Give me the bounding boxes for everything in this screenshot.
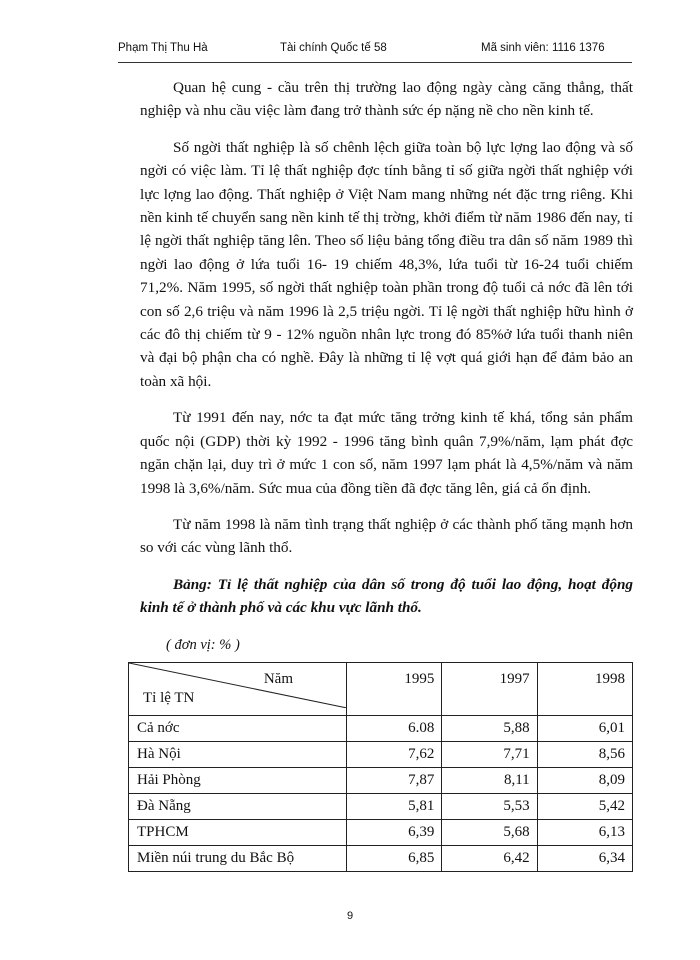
page-number: 9 — [346, 910, 354, 922]
header-rule — [118, 62, 632, 63]
table-header-row — [129, 663, 633, 716]
rate-cell: 8,11 — [442, 768, 537, 794]
region-cell: Đà Nẵng — [129, 794, 347, 820]
document-body — [140, 76, 633, 633]
rate-cell: 6,34 — [537, 846, 632, 872]
paragraph-1: Quan hệ cung - cầu trên thị trường lao động ngày càng căng thẳng, thất nghiệp và nhu cầu việc làm đang trở thành sức ép nặng nề cho nền kinh tế. — [140, 79, 633, 120]
rate-cell: 6,01 — [537, 716, 632, 742]
year-header: 1998 — [537, 663, 632, 716]
rate-cell: 5,68 — [442, 820, 537, 846]
rate-cell: 7,87 — [347, 768, 442, 794]
region-cell: Miền núi trung du Bắc Bộ — [129, 846, 347, 872]
year-header: 1995 — [347, 663, 442, 716]
region-cell: TPHCM — [129, 820, 347, 846]
rate-cell: 5,81 — [347, 794, 442, 820]
corner-label-year: Năm — [263, 671, 293, 687]
rate-cell: 6.08 — [347, 716, 442, 742]
year-header: 1997 — [442, 663, 537, 716]
table-caption: Bảng: Tỉ lệ thất nghiệp của dân số trong độ tuổi lao động, hoạt động kinh tế ở thành phố và các khu vực lãnh thổ. — [140, 575, 633, 617]
page-header — [118, 42, 618, 60]
rate-cell: 6,39 — [347, 820, 442, 846]
rate-cell: 6,13 — [537, 820, 632, 846]
paragraph-3: Từ 1991 đến nay, nớc ta đạt mức tăng trởng kinh tế khá, tổng sản phẩm quốc nội (GDP) thời kỳ 1992 - 1996 tăng bình quân 7,9%/năm, lạm phát đợc ngăn chặn lại, duy trì ở mức 1 con số, năm 1997 lạm phát là 4,5%/năm và năm 1998 là 3,6%/năm. Sức mua của đồng tiền đã đợc tăng lên, giá cả ổn định. — [140, 409, 633, 497]
table-row — [129, 716, 633, 742]
table-row — [129, 794, 633, 820]
region-cell: Cả nớc — [129, 716, 347, 742]
rate-cell: 6,42 — [442, 846, 537, 872]
table-row — [129, 768, 633, 794]
header-course: Tài chính Quốc tế 58 — [280, 42, 387, 54]
table-row — [129, 846, 633, 872]
rate-cell: 5,88 — [442, 716, 537, 742]
rate-cell: 8,56 — [537, 742, 632, 768]
rate-cell: 7,71 — [442, 742, 537, 768]
paragraph-2: Số ngời thất nghiệp là số chênh lệch giữa toàn bộ lực lợng lao động và số ngời có việc làm. Tỉ lệ thất nghiệp đợc tính bằng tỉ số giữa ngời thất nghiệp với lực lợng lao động. Thất nghiệp ở Việt Nam mang những nét đặc trng riêng. Khi nền kinh tế chuyển sang nền kinh tế thị trờng, khởi điểm từ năm 1986 đến nay, tỉ lệ ngời thất nghiệp tăng lên. Theo số liệu bảng tổng điều tra dân số năm 1989 thì ngời lao động ở lứa tuổi 16- 19 chiếm 48,3%, lứa tuổi từ 16-24 tuổi chiếm 71,2%. Năm 1995, số ngời thất nghiệp toàn phần trong độ tuổi cả nớc đã lên tới con số 2,6 triệu và năm 1996 là 2,5 triệu ngời. Tỉ lệ ngời thất nghiệp hữu hình ở các đô thị chiếm từ 9 - 12% nguồn nhân lực trong đó 85%ở lứa tuổi thanh niên và đại bộ phận cha có nghề. Đây là những tỉ lệ vợt quá giới hạn để đảm bảo an toàn xã hội. — [140, 138, 633, 390]
table-corner-cell — [129, 663, 347, 716]
rate-cell: 5,53 — [442, 794, 537, 820]
region-cell: Hải Phòng — [129, 768, 347, 794]
rate-cell: 7,62 — [347, 742, 442, 768]
paragraph-4: Từ năm 1998 là năm tình trạng thất nghiệp ở các thành phố tăng mạnh hơn so với các vùng lãnh thổ. — [140, 515, 633, 557]
table-row — [129, 820, 633, 846]
header-student-id: Mã sinh viên: 1116 1376 — [481, 42, 605, 54]
unemployment-table — [128, 662, 633, 872]
rate-cell: 8,09 — [537, 768, 632, 794]
corner-label-rate: Tỉ lệ TN — [143, 690, 195, 706]
header-author: Phạm Thị Thu Hà — [118, 42, 208, 54]
rate-cell: 5,42 — [537, 794, 632, 820]
table-row — [129, 742, 633, 768]
rate-cell: 6,85 — [347, 846, 442, 872]
table-unit: ( đơn vị: % ) — [166, 637, 240, 653]
region-cell: Hà Nội — [129, 742, 347, 768]
